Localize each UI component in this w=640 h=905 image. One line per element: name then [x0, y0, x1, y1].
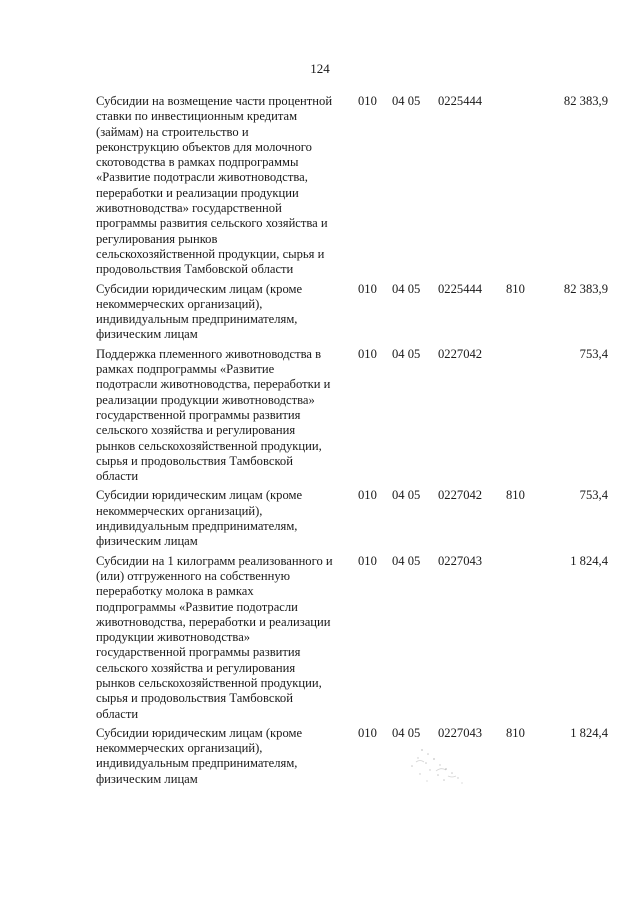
- row-name-line: переработки и реализации продукции: [96, 185, 299, 200]
- budget-table: [96, 94, 608, 791]
- row-name-line: рамках подпрограммы «Развитие: [96, 362, 275, 377]
- row-name-line: реализации продукции животноводства»: [96, 392, 315, 407]
- expense-type-code: 810: [506, 281, 525, 296]
- row-name-line: животноводства» государственной: [96, 201, 282, 216]
- row-name-line: области: [96, 469, 139, 484]
- row-name-line: сырья и продовольствия Тамбовской: [96, 691, 293, 706]
- amount-value: 82 383,9: [563, 94, 608, 108]
- row-name-line: «Развитие подотрасли животноводства,: [96, 170, 308, 185]
- row-name-line: физическим лицам: [96, 771, 198, 786]
- page-number: 124: [310, 61, 330, 76]
- row-name-line: индивидуальным предпринимателям,: [96, 756, 298, 771]
- target-item-code: 0227043: [438, 553, 483, 568]
- budget-row: [96, 347, 608, 485]
- row-name: [96, 488, 358, 549]
- row-name-line: скотоводства в рамках подпрограммы: [96, 155, 299, 170]
- section-code: 04 05: [392, 553, 421, 568]
- ministry-code: 010: [358, 94, 377, 108]
- row-name-line: Поддержка племенного животноводства в: [96, 346, 322, 361]
- row-name-line: Субсидии юридическим лицам (кроме: [96, 488, 303, 503]
- row-name-line: ставки по инвестиционным кредитам: [96, 109, 298, 124]
- row-name-line: подотрасли животноводства, переработки и: [96, 377, 331, 392]
- row-name-line: государственной программы развития: [96, 407, 301, 422]
- row-name-line: Субсидии на возмещение части процентной: [96, 94, 333, 108]
- row-name-line: некоммерческих организаций),: [96, 503, 263, 518]
- row-name-line: продовольствия Тамбовской области: [96, 262, 294, 277]
- row-name-line: (или) отгруженного на собственную: [96, 568, 291, 583]
- ministry-code: 010: [358, 281, 377, 296]
- ministry-code: 010: [358, 553, 377, 568]
- section-code: 04 05: [392, 488, 421, 503]
- row-name-line: физическим лицам: [96, 327, 198, 342]
- row-name-line: Субсидии юридическим лицам (кроме: [96, 725, 303, 740]
- ministry-code: 010: [358, 488, 377, 503]
- row-name-line: некоммерческих организаций),: [96, 741, 263, 756]
- ministry-code: 010: [358, 346, 377, 361]
- row-name-line: сельского хозяйства и регулирования: [96, 660, 296, 675]
- row-name-line: продукции животноводства»: [96, 630, 251, 645]
- row-name-line: программы развития сельского хозяйства и: [96, 216, 328, 231]
- row-name-line: рынков сельскохозяйственной продукции,: [96, 438, 322, 453]
- row-name-line: (займам) на строительство и: [96, 124, 249, 139]
- row-name: [96, 347, 358, 485]
- row-name-line: подпрограммы «Развитие подотрасли: [96, 599, 298, 614]
- row-name-line: индивидуальным предпринимателям,: [96, 519, 298, 534]
- budget-row: [96, 94, 608, 278]
- row-name: [96, 282, 358, 343]
- budget-row: [96, 554, 608, 722]
- section-code: 04 05: [392, 281, 421, 296]
- amount-value: 82 383,9: [563, 281, 608, 296]
- section-code: 04 05: [392, 725, 421, 740]
- budget-row: [96, 282, 608, 343]
- row-name-line: рынков сельскохозяйственной продукции,: [96, 675, 322, 690]
- ministry-code: 010: [358, 725, 377, 740]
- target-item-code: 0227042: [438, 346, 483, 361]
- row-name: [96, 94, 358, 278]
- row-name-line: сельскохозяйственной продукции, сырья и: [96, 246, 325, 261]
- row-name-line: сырья и продовольствия Тамбовской: [96, 453, 293, 468]
- amount-value: 1 824,4: [570, 725, 608, 740]
- row-name-line: области: [96, 706, 139, 721]
- row-name-line: животноводства, переработки и реализации: [96, 614, 331, 629]
- expense-type-code: 810: [506, 725, 525, 740]
- target-item-code: 0227043: [438, 725, 483, 740]
- row-name-line: государственной программы развития: [96, 645, 301, 660]
- row-name-line: физическим лицам: [96, 534, 198, 549]
- amount-value: 753,4: [579, 346, 608, 361]
- row-name-line: Субсидии юридическим лицам (кроме: [96, 281, 303, 296]
- section-code: 04 05: [392, 346, 421, 361]
- faint-stamp-mark: [400, 742, 472, 788]
- row-name-line: индивидуальным предпринимателям,: [96, 312, 298, 327]
- budget-row: [96, 726, 608, 787]
- target-item-code: 0225444: [438, 94, 483, 108]
- amount-value: 1 824,4: [570, 553, 608, 568]
- amount-value: 753,4: [579, 488, 608, 503]
- row-name: [96, 554, 358, 722]
- row-name-line: некоммерческих организаций),: [96, 296, 263, 311]
- row-name-line: переработку молока в рамках: [96, 584, 254, 599]
- expense-type-code: 810: [506, 488, 525, 503]
- row-name: [96, 726, 358, 787]
- row-name-line: регулирования рынков: [96, 231, 218, 246]
- target-item-code: 0227042: [438, 488, 483, 503]
- row-name-line: Субсидии на 1 килограмм реализованного и: [96, 553, 333, 568]
- budget-row: [96, 488, 608, 549]
- target-item-code: 0225444: [438, 281, 483, 296]
- row-name-line: сельского хозяйства и регулирования: [96, 423, 296, 438]
- row-name-line: реконструкцию объектов для молочного: [96, 139, 312, 154]
- section-code: 04 05: [392, 94, 421, 108]
